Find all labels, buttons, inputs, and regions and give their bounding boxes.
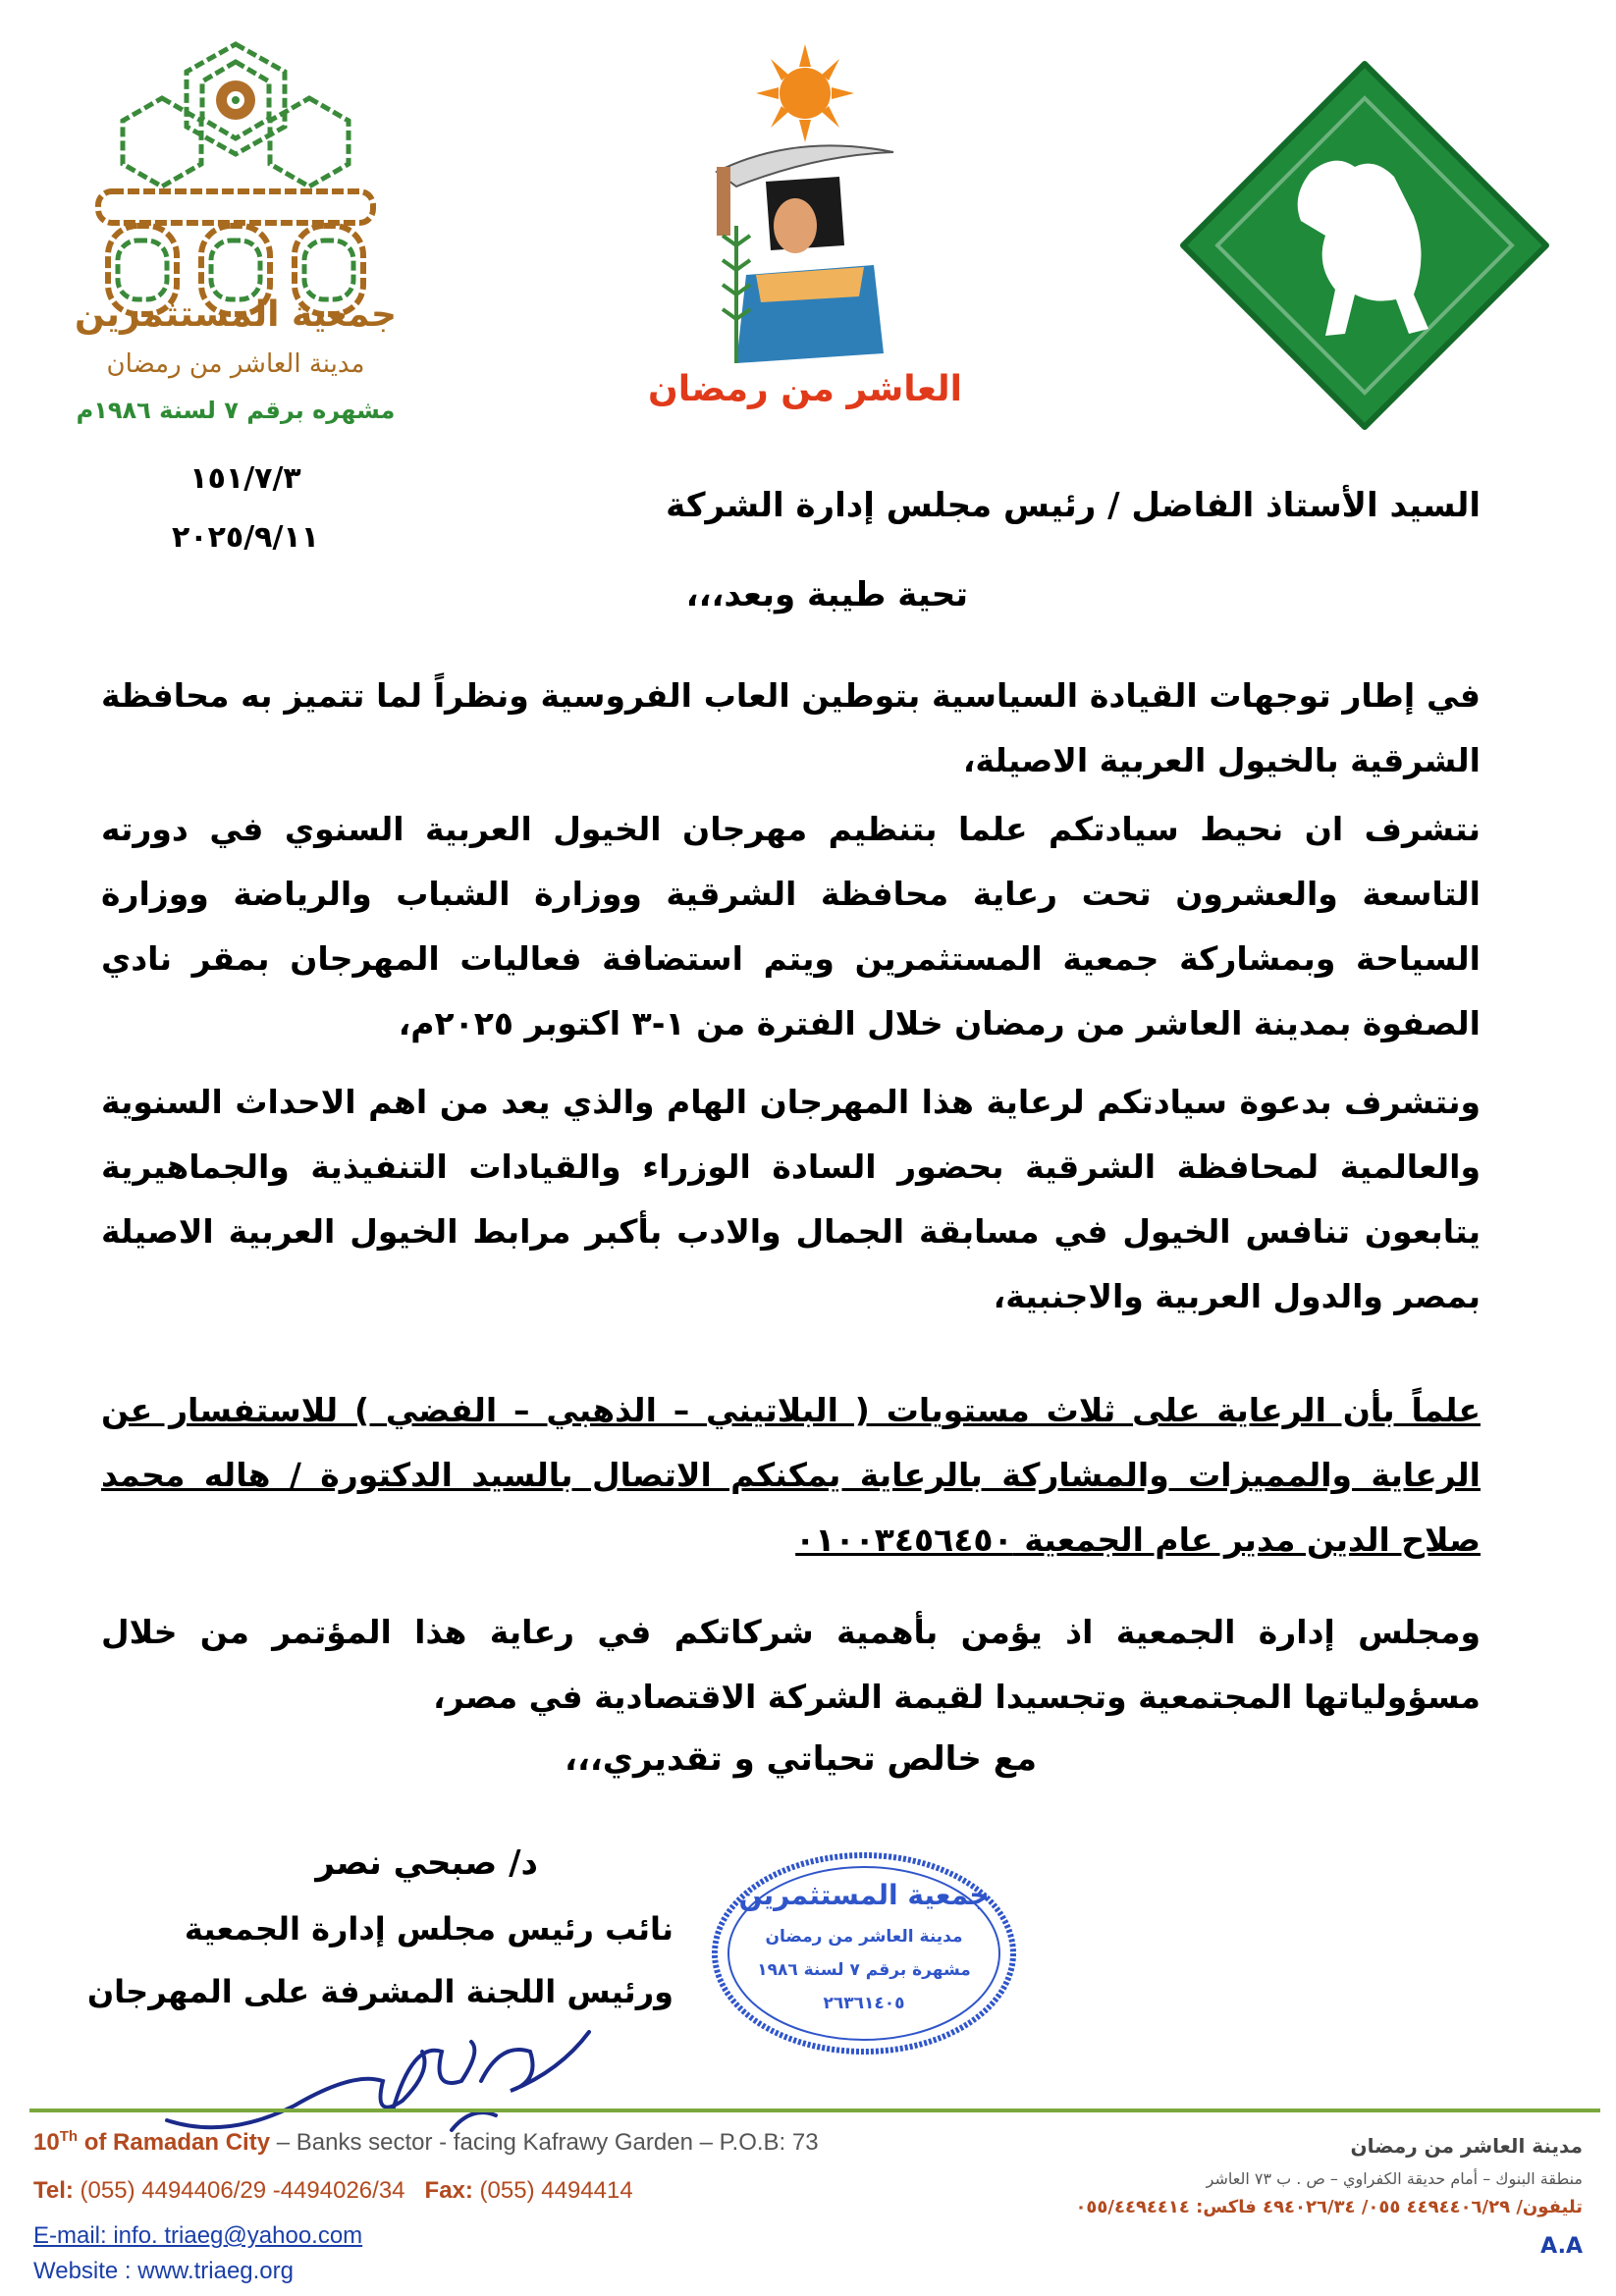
association-stamp — [707, 1845, 1021, 2061]
stamp-line-3: مشهرة برقم ٧ لسنة ١٩٨٦ — [757, 1960, 971, 1980]
document-code: A.A — [1540, 2234, 1583, 2259]
reference-number: ١٥١/٧/٣ — [189, 461, 301, 496]
footer-divider — [29, 2109, 1600, 2112]
stamp-line-1: جمعية المستثمرين — [738, 1879, 990, 1911]
footer-email-link[interactable]: E-mail: info. triaeg@yahoo.com — [33, 2222, 363, 2249]
tenth-of-ramadan-logo — [648, 39, 962, 412]
center-logo-text: العاشر من رمضان — [648, 369, 962, 409]
footer-phone-ar: تليفون/ ٤٤٩٤٤٠٦/٢٩ ٠٥٥/ ٤٩٤٠٢٦/٣٤ فاكس: ٠٥٥/٤٤٩٤٤١٤ — [1075, 2197, 1583, 2217]
addressee: السيد الأستاذ الفاضل / رئيس مجلس إدارة الشركة — [666, 486, 1481, 525]
signatory-name: د/ صبحي نصر — [315, 1843, 538, 1883]
footer-city-ar: مدينة العاشر من رمضان — [1350, 2134, 1583, 2158]
paragraph-4-sponsorship: علماً بأن الرعاية على ثلاث مستويات ( البلاتيني – الذهبي – الفضي ) للاستفسار عن الرعاية والمميزات والمشاركة بالرعاية يمكنكم الاتصال بالسيد الدكتورة / هاله محمد صلاح الدين مدير عام الجمعية ٠١٠٠٣٤٥٦٤٥٠ — [101, 1391, 1481, 1559]
paragraph-2: نتشرف ان نحيط سيادتكم علما بتنظيم مهرجان الخيول العربية السنوي في دورته التاسعة والعشرون تحت رعاية محافظة الشرقية ووزارة الشباب والرياضة ووزارة السياحة وبمشاركة جمعية المستثمرين ويتم استضافة فعاليات المهرجان بمقر نادي الصفوة بمدينة العاشر من رمضان خلال الفترة من ١-٣ اكتوبر ٢٠٢٥م، — [101, 810, 1481, 1042]
paragraph-5: ومجلس إدارة الجمعية اذ يؤمن بأهمية شركاتكم في رعاية هذا المؤتمر من خلال مسؤولياتها المجتمعية وتجسيدا لقيمة الشركة الاقتصادية في مصر، — [101, 1613, 1481, 1716]
horse-logo — [1178, 59, 1551, 432]
org-name: جمعية المستثمرين — [75, 294, 397, 335]
stamp-line-4: ٢٦٣٦١٤٠٥ — [823, 1994, 905, 2013]
stamp-line-2: مدينة العاشر من رمضان — [765, 1927, 963, 1947]
paragraph-3: ونتشرف بدعوة سيادتكم لرعاية هذا المهرجان الهام والذي يعد من اهم الاحداث السنوية والعالمية لمحافظة الشرقية بحضور السادة الوزراء والقيادات التنفيذية والجماهيرية يتابعون تنافس الخيول في مسابقة الجمال والادب بأكبر مرابط الخيول العربية الاصيلة بمصر والدول العربية والاجنبية، — [101, 1083, 1481, 1315]
footer-website-link[interactable]: Website : www.triaeg.org — [33, 2258, 294, 2284]
signatory-title-2: ورئيس اللجنة المشرفة على المهرجان — [86, 1973, 673, 2010]
org-registration: مشهره برقم ٧ لسنة ١٩٨٦م — [76, 397, 396, 424]
signatory-title-1: نائب رئيس مجلس إدارة الجمعية — [184, 1910, 673, 1948]
reference-date: ٢٠٢٥/٩/١١ — [171, 520, 320, 555]
footer-address-text: – Banks sector - facing Kafrawy Garden – P.O.B: 73 — [270, 2129, 819, 2156]
footer-address-ar: منطقة البنوك – أمام حديقة الكفراوي – ص . ب ٧٣ العاشر — [1206, 2169, 1583, 2188]
footer-phone: Tel: (055) 4494406/29 -4494026/34 Fax: (055) 4494414 — [33, 2177, 633, 2204]
org-city: مدينة العاشر من رمضان — [106, 349, 365, 379]
footer-address — [33, 2128, 819, 2157]
greeting: تحية طيبة وبعد،،، — [685, 575, 968, 614]
paragraph-1: في إطار توجهات القيادة السياسية بتوطين العاب الفروسية ونظراً لما تتميز به محافظة الشرقية بالخيول العربية الاصيلة، — [101, 676, 1481, 779]
closing: مع خالص تحياتي و تقديري،،، — [565, 1739, 1037, 1779]
footer-city: 10Th of Ramadan City — [33, 2128, 271, 2156]
